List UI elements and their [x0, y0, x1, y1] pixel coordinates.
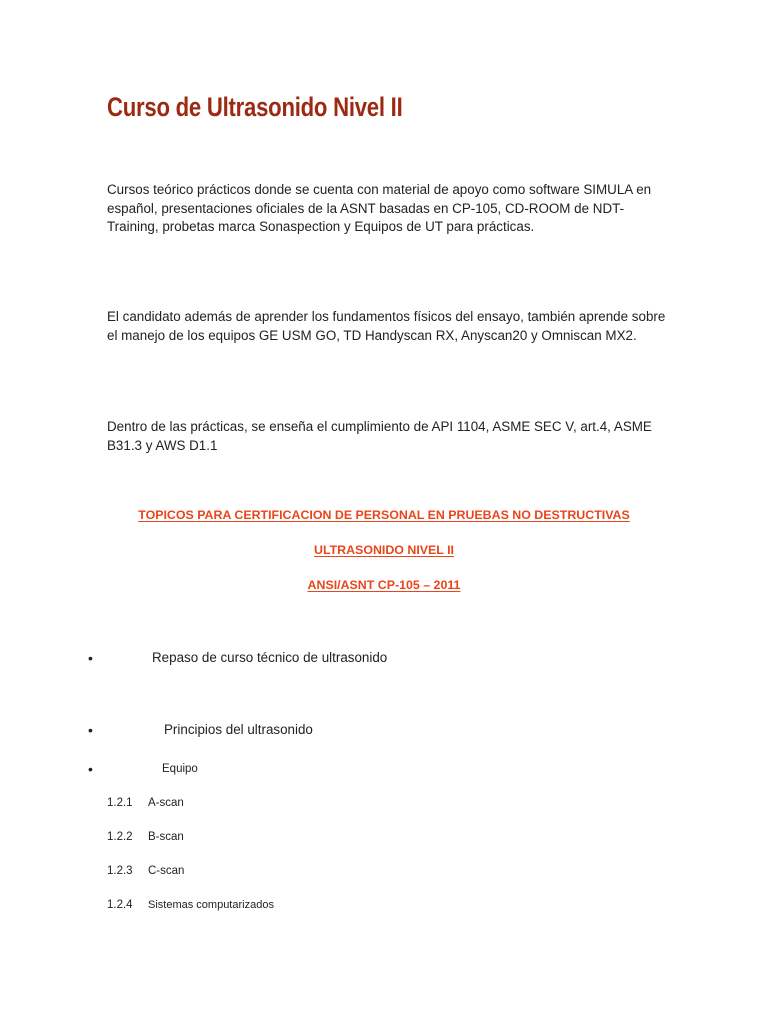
sub-item-number: 1.2.3	[107, 865, 133, 877]
bullet-icon: •	[88, 761, 93, 777]
bullet-icon: •	[88, 722, 93, 738]
sub-item-label: C-scan	[148, 865, 185, 877]
sub-item-label: Sistemas computarizados	[148, 899, 274, 911]
bullet-icon: •	[88, 650, 93, 666]
candidate-paragraph: El candidato además de aprender los fundamentos físicos del ensayo, también aprende sobre el manejo de los equipos GE USM GO, TD Handyscan RX, Anyscan20 y Omniscan MX2.	[107, 309, 666, 343]
list-item-label: Repaso de curso técnico de ultrasonido	[152, 650, 388, 665]
list-item-label: Principios del ultrasonido	[164, 722, 313, 737]
level-heading-link[interactable]: ULTRASONIDO NIVEL II	[314, 543, 454, 557]
practices-paragraph: Dentro de las prácticas, se enseña el cumplimiento de API 1104, ASME SEC V, art.4, ASME B31.3 y AWS D1.1	[107, 419, 652, 453]
sub-item-number: 1.2.4	[107, 899, 133, 911]
sub-item-label: A-scan	[148, 797, 184, 809]
sub-item-label: B-scan	[148, 831, 184, 843]
sub-item-number: 1.2.2	[107, 831, 133, 843]
intro-paragraph: Cursos teórico prácticos donde se cuenta con material de apoyo como software SIMULA en español, presentaciones oficiales de la ASNT basadas en CP-105, CD-ROOM de NDT-Training, probetas marca Sonaspection y Equipos de UT para prácticas.	[107, 182, 652, 234]
standard-heading-link[interactable]: ANSI/ASNT CP-105 – 2011	[307, 578, 461, 592]
list-item-label: Equipo	[162, 763, 198, 775]
page-title: Curso de Ultrasonido Nivel II	[107, 92, 403, 122]
sub-item-number: 1.2.1	[107, 797, 133, 809]
topics-heading-link[interactable]: TOPICOS PARA CERTIFICACION DE PERSONAL EN PRUEBAS NO DESTRUCTIVAS	[138, 508, 630, 522]
